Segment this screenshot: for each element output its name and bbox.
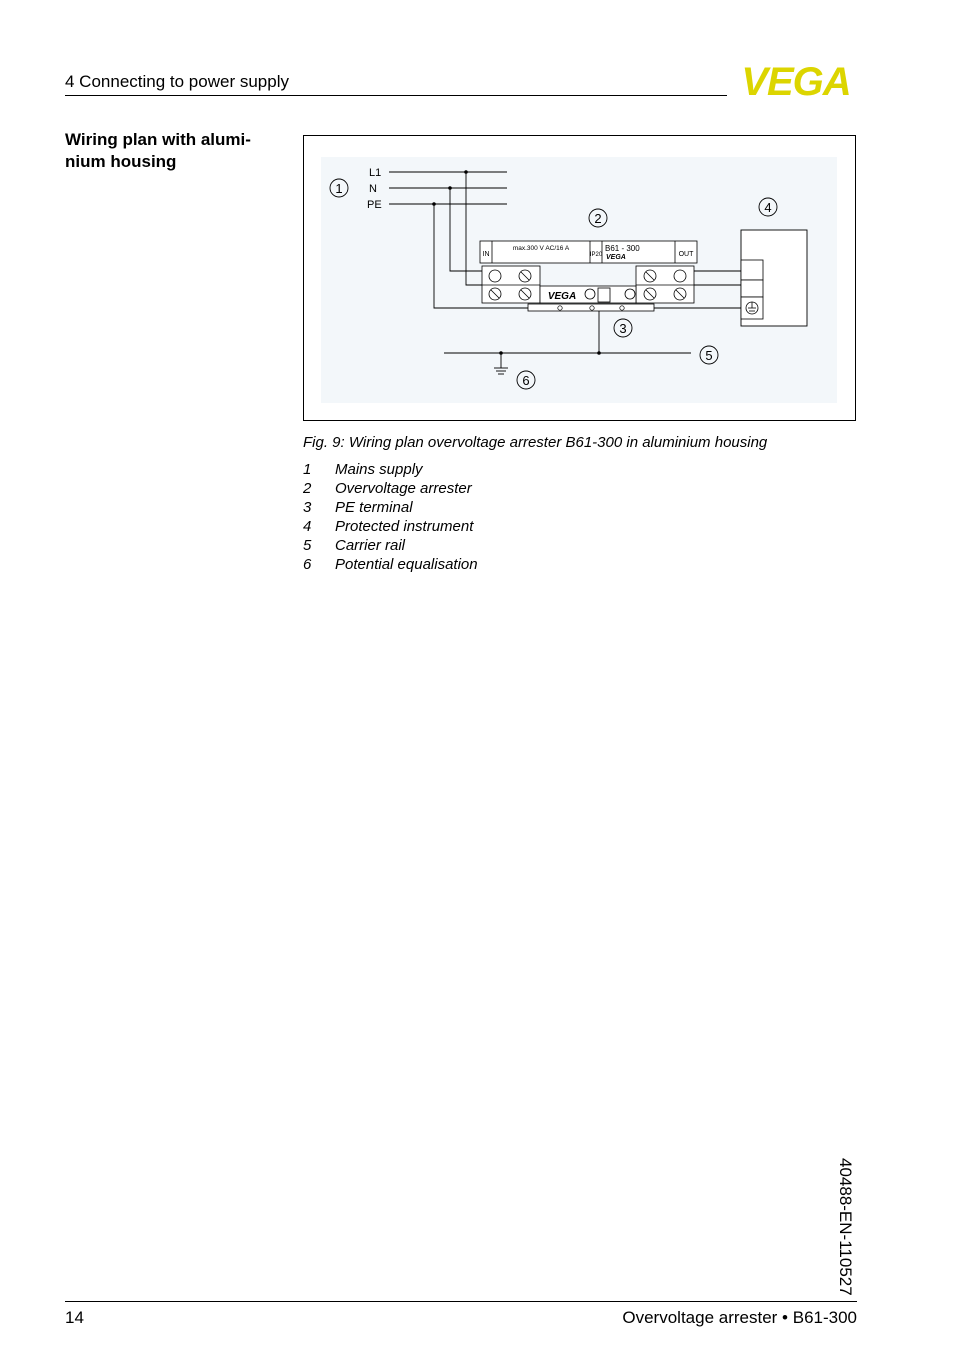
legend-item: 2 Overvoltage arrester [303, 480, 472, 497]
line-label-l1: L1 [369, 167, 382, 179]
figure-legend [303, 460, 478, 574]
device-model: B61 - 300 [605, 244, 640, 253]
wiring-diagram [304, 136, 857, 422]
device-base-brand: VEGA [547, 291, 577, 302]
section-title: Wiring plan with alumi-nium housing [65, 130, 251, 171]
device-out-label: OUT [678, 251, 694, 258]
vega-logo-text: VEGA [741, 63, 851, 99]
callout-2: 2 [594, 211, 602, 226]
device-ip: IP20 [589, 252, 603, 258]
chapter-heading: 4 Connecting to power supply [65, 72, 289, 91]
device-in-label: IN [482, 251, 490, 258]
legend-item: 3 PE terminal [303, 499, 413, 516]
callout-5: 5 [705, 348, 713, 363]
wiring-figure [303, 135, 856, 421]
page-number: 14 [65, 1308, 84, 1327]
legend-item: 4 Protected instrument [303, 518, 474, 535]
legend-item: 6 Potential equalisation [303, 556, 478, 573]
document-title: Overvoltage arrester • B61-300 [622, 1308, 857, 1327]
legend-item: 5 Carrier rail [303, 537, 406, 554]
footer-rule [65, 1301, 857, 1302]
document-code: 40488-EN-110527 [836, 1158, 855, 1296]
line-label-pe: PE [367, 199, 382, 211]
device-brand: VEGA [606, 254, 626, 261]
line-label-n: N [369, 183, 377, 195]
legend-item: 1 Mains supply [303, 461, 423, 478]
vega-logo [735, 63, 857, 99]
callout-3: 3 [619, 321, 627, 336]
header-rule [65, 95, 727, 96]
figure-caption: Fig. 9: Wiring plan overvoltage arrester B61-300 in aluminium housing [303, 434, 768, 451]
callout-4: 4 [764, 200, 772, 215]
callout-1: 1 [335, 181, 343, 196]
device-rating: max.300 V AC/16 A [512, 245, 570, 252]
callout-6: 6 [522, 373, 530, 388]
